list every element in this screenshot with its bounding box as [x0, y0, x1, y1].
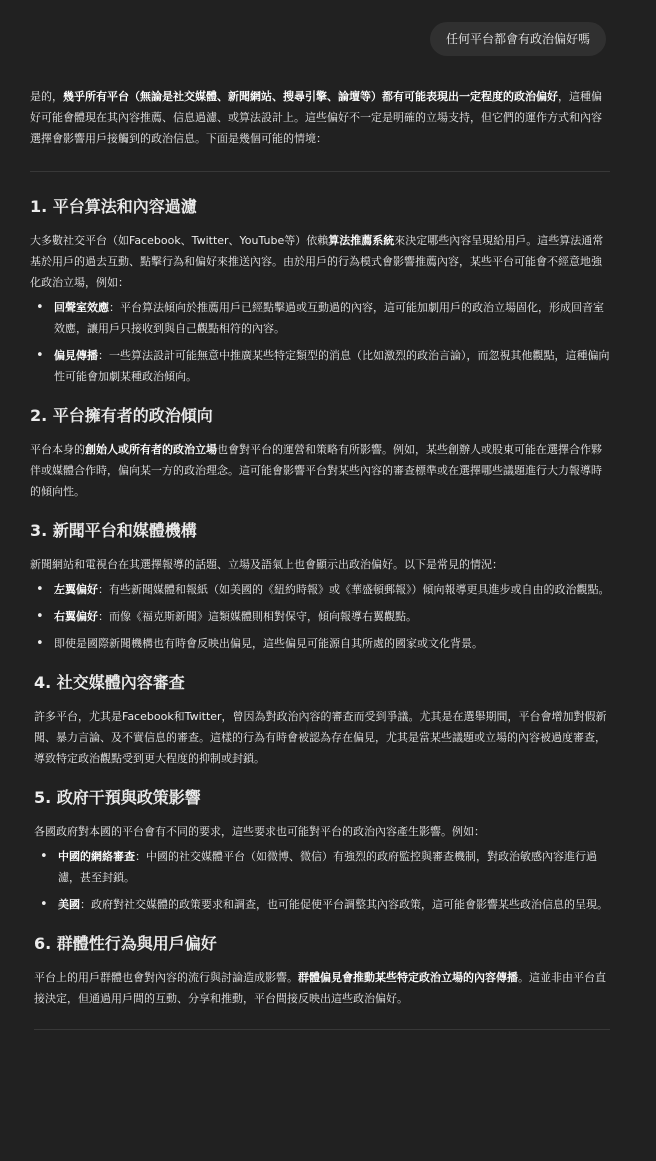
section-1-paragraph: 大多數社交平台（如Facebook、Twitter、YouTube等）依賴算法推薦系統來決定哪些內容呈現給用戶。這些算法通常基於用戶的過去互動、點擊行為和偏好來推送內容。由於用戶的行為模式會影響推薦內容，某些平台可能會不經意地強化政治立場，例如：	[30, 234, 604, 289]
divider	[30, 171, 610, 172]
section-5-paragraph: 各國政府對本國的平台會有不同的要求，這些要求也可能對平台的政治內容產生影響。例如：	[34, 825, 485, 838]
section-3-title: 3. 新聞平台和媒體機構	[30, 521, 197, 540]
section-4-title: 4. 社交媒體內容審查	[34, 673, 185, 692]
list-item: • 中國的網絡審查：中國的社交媒體平台（如微博、微信）有強烈的政府監控與審查機制，對政治敏感內容進行過濾，甚至封鎖。	[34, 846, 610, 888]
intro-paragraph: 是的，幾乎所有平台（無論是社交媒體、新聞網站、搜尋引擎、論壇等）都有可能表現出一定程度的政治偏好，這種偏好可能會體現在其內容推薦、信息過濾、或算法設計上。這些偏好不一定是明確的立場支持，但它們的運作方式和內容選擇會影響用戶接觸到的政治信息。下面是幾個可能的情境：	[30, 90, 602, 145]
section-4-paragraph: 許多平台，尤其是Facebook和Twitter，曾因為對政治內容的審查而受到爭議。尤其是在選舉期間，平台會增加對假新聞、暴力言論、及不實信息的審查。這樣的行為有時會被認為存在偏見，尤其是當某些議題或立場的內容被過度審查，導致特定政治觀點受到更大程度的抑制或封鎖。	[34, 710, 607, 765]
list-item: • 即使是國際新聞機構也有時會反映出偏見，這些偏見可能源自其所處的國家或文化背景。	[30, 633, 610, 654]
section-6-paragraph: 平台上的用戶群體也會對內容的流行與討論造成影響。群體偏見會推動某些特定政治立場的內容傳播。這並非由平台直接決定，但通過用戶間的互動、分享和推動，平台間接反映出這些政治偏好。	[34, 971, 606, 1005]
list-item: • 右翼偏好：而像《福克斯新聞》這類媒體則相對保守，傾向報導右翼觀點。	[30, 606, 610, 627]
list-item: • 回聲室效應：平台算法傾向於推薦用戶已經點擊過或互動過的內容，這可能加劇用戶的政治立場固化，形成回音室效應，讓用戶只接收到與自己觀點相符的內容。	[30, 297, 610, 339]
section-2-paragraph: 平台本身的創始人或所有者的政治立場也會對平台的運營和策略有所影響。例如，某些創辦人或股東可能在選擇合作夥伴或媒體合作時，偏向某一方的政治理念。這可能會影響平台對某些內容的審查標準或在選擇哪些議題進行大力報導時的傾向性。	[30, 443, 602, 498]
assistant-response	[30, 86, 610, 1030]
section-1	[30, 194, 610, 387]
section-3-paragraph: 新聞網站和電視台在其選擇報導的話題、立場及語氣上也會顯示出政治偏好。以下是常見的情況：	[30, 558, 503, 571]
section-5-list	[34, 846, 610, 915]
section-2	[30, 403, 610, 502]
section-2-title: 2. 平台擁有者的政治傾向	[30, 406, 213, 425]
section-5	[34, 785, 610, 915]
section-3-list	[30, 579, 610, 654]
section-6-title: 6. 群體性行為與用戶偏好	[34, 934, 217, 953]
section-3	[30, 518, 610, 654]
section-4	[34, 670, 610, 769]
section-1-title: 1. 平台算法和內容過濾	[30, 197, 197, 216]
section-5-title: 5. 政府干預與政策影響	[34, 788, 201, 807]
list-item: • 偏見傳播：一些算法設計可能無意中推廣某些特定類型的消息（比如激烈的政治言論），而忽視其他觀點，這種偏向性可能會加劇某種政治傾向。	[30, 345, 610, 387]
list-item: • 左翼偏好：有些新聞媒體和報紙（如美國的《紐約時報》或《華盛頓郵報》）傾向報導更具進步或自由的政治觀點。	[30, 579, 610, 600]
section-6	[34, 931, 610, 1009]
divider	[34, 1029, 610, 1030]
section-1-list	[30, 297, 610, 387]
list-item: • 美國：政府對社交媒體的政策要求和調查，也可能促使平台調整其內容政策，這可能會影響某些政治信息的呈現。	[34, 894, 610, 915]
user-message-bubble: 任何平台都會有政治偏好嗎	[430, 22, 606, 56]
